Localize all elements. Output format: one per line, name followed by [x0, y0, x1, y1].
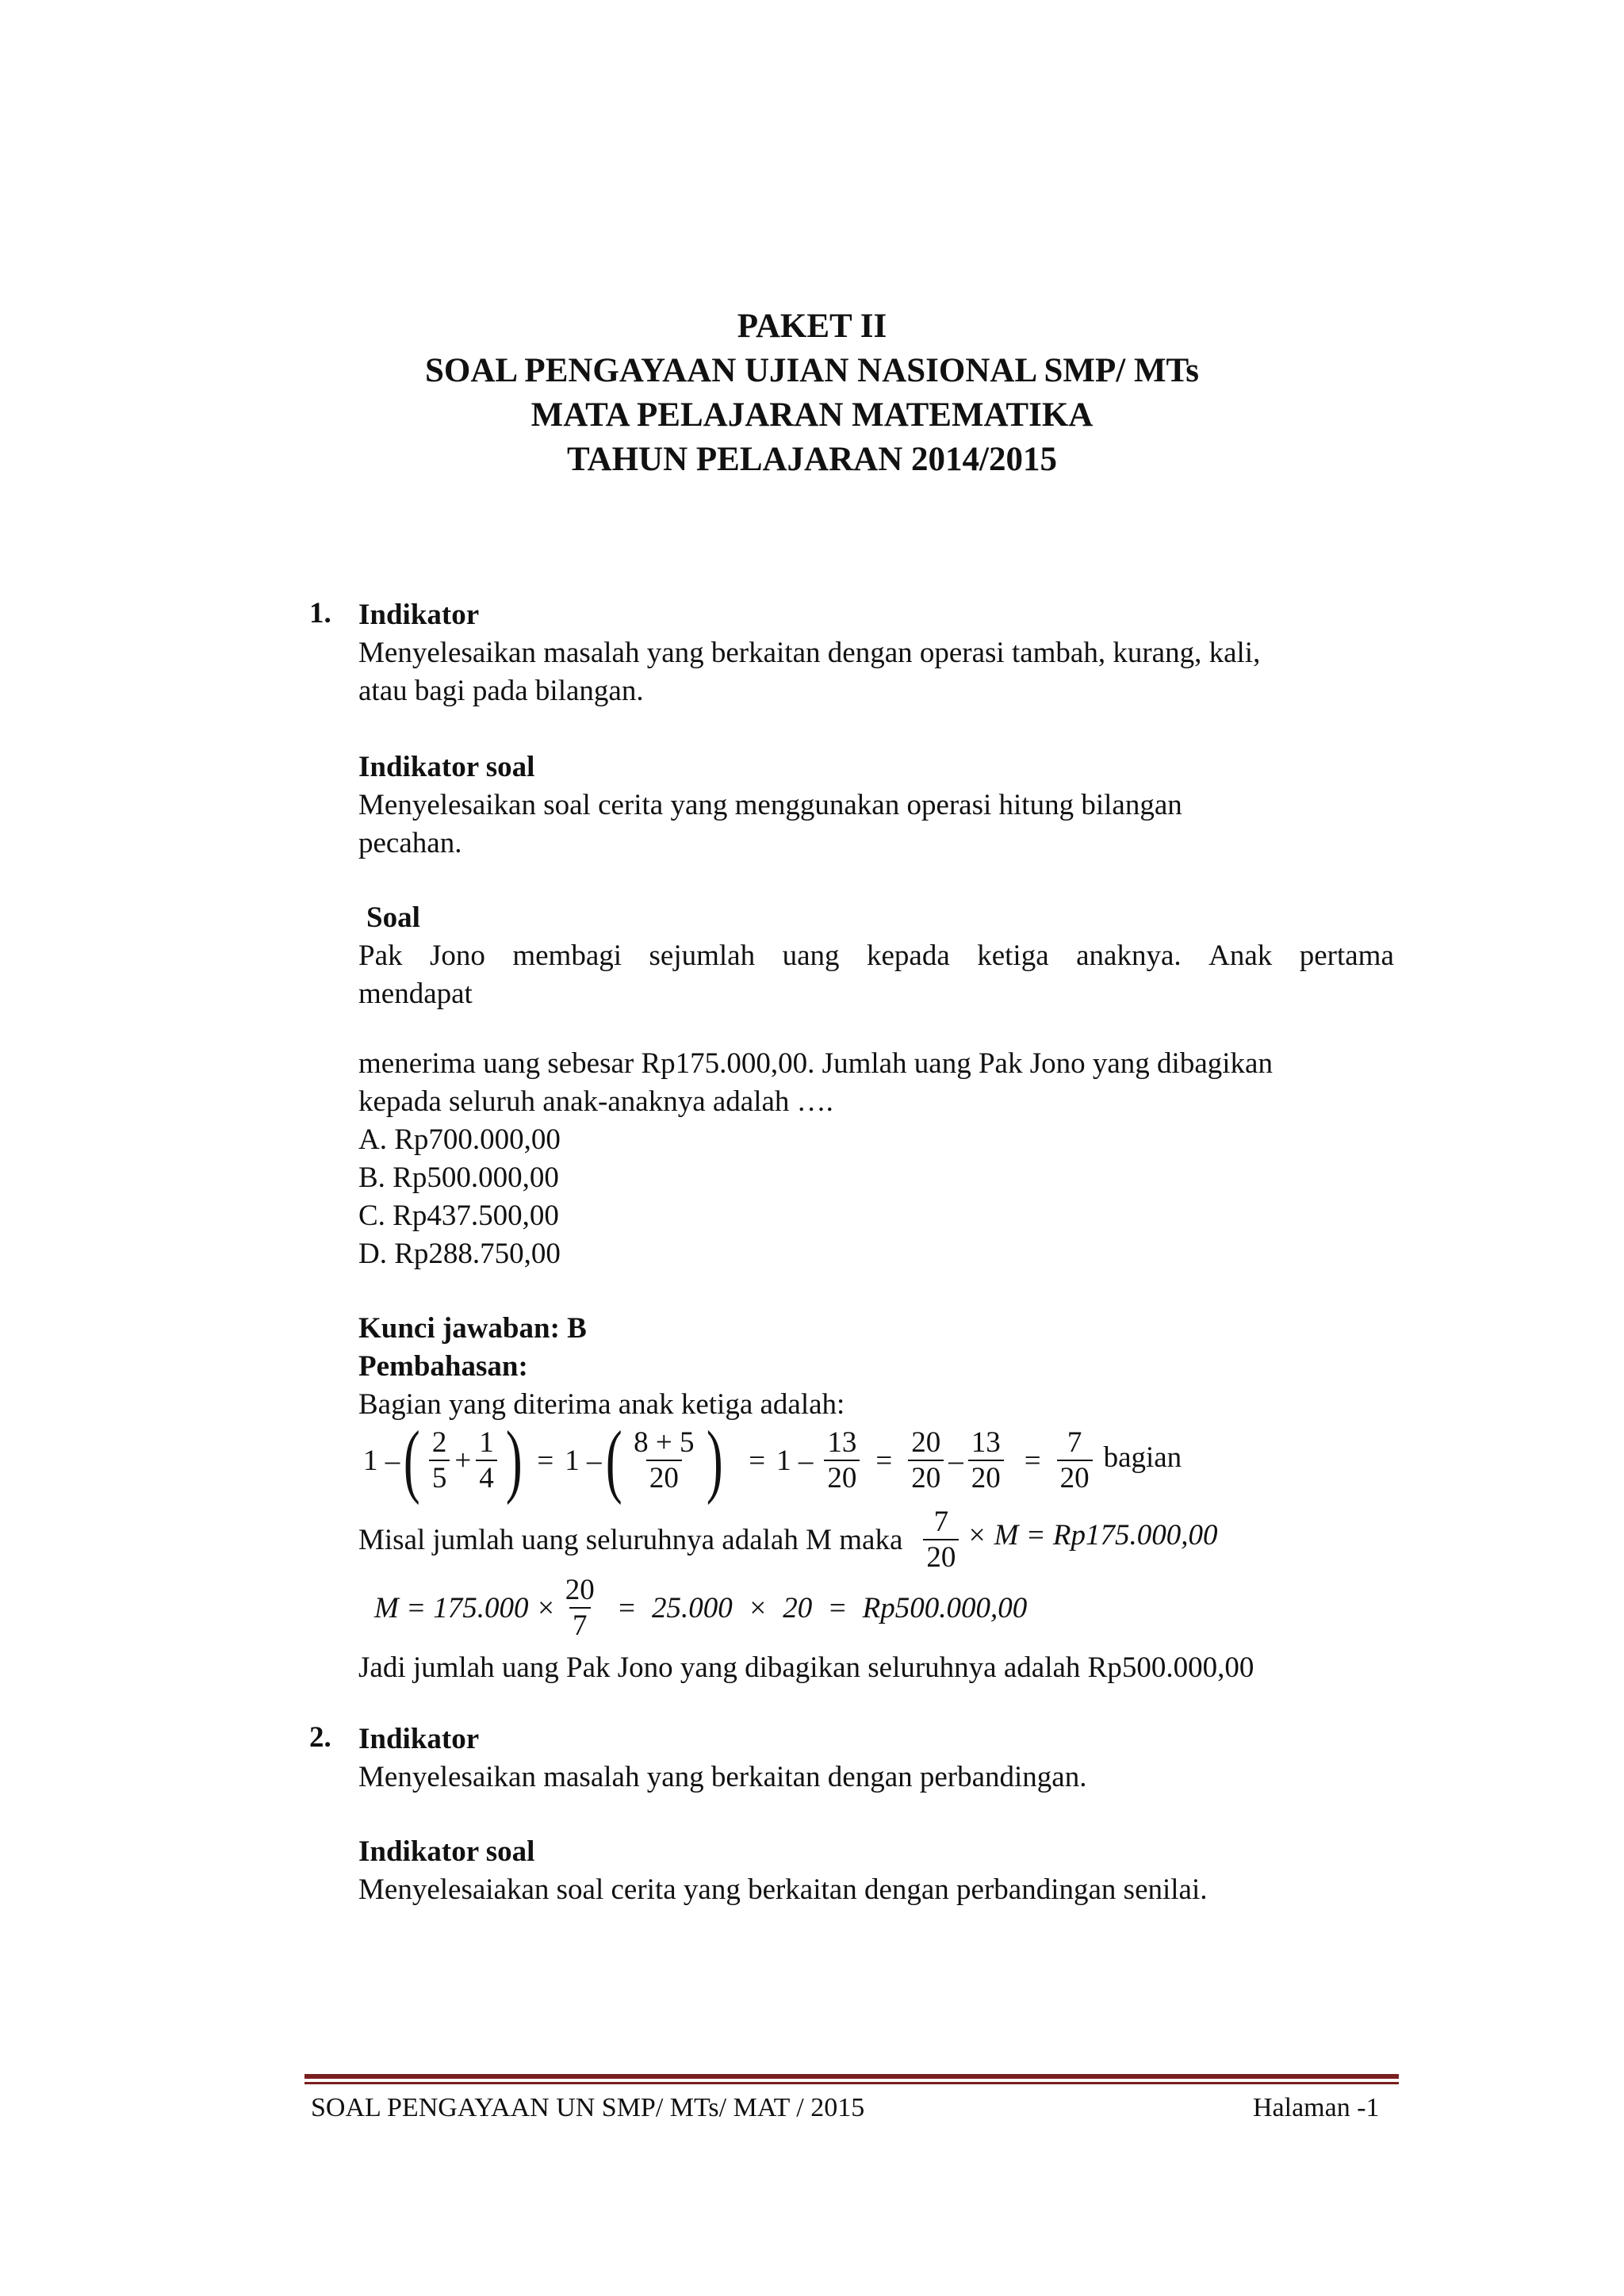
left-paren-icon: (: [404, 1414, 420, 1506]
q1-equation-2: [374, 1570, 1027, 1646]
word: membagi: [512, 939, 622, 972]
misal-frac-7-20: [923, 1507, 959, 1572]
eq1-equals-b: =: [749, 1444, 766, 1477]
q1-soal-line-3: [358, 1045, 1394, 1083]
footer-divider: [304, 2074, 1399, 2084]
footer-divider-thin: [304, 2082, 1399, 2084]
frac-num: 20: [565, 1574, 595, 1606]
frac-den: 7: [569, 1607, 591, 1640]
word: kepada: [866, 939, 950, 972]
word: uang: [782, 939, 840, 972]
title-line-4: TAHUN PELAJARAN 2014/2015: [567, 441, 1057, 478]
frac-num: 13: [827, 1426, 857, 1459]
q2-indikator-soal-heading: Indikator soal: [358, 1835, 535, 1868]
q2-indikator-heading: Indikator: [358, 1723, 480, 1755]
frac-num: 13: [971, 1426, 1001, 1459]
q1-conclusion: Jadi jumlah uang Pak Jono yang dibagikan seluruhnya adalah Rp500.000,00: [358, 1651, 1254, 1684]
option-d: D. Rp288.750,00: [358, 1238, 561, 1270]
left-paren-icon: (: [605, 1414, 622, 1506]
title-line-3: MATA PELAJARAN MATEMATIKA: [530, 396, 1094, 434]
q2-indikator-line-1: Menyelesaikan masalah yang berkaitan dengan perbandingan.: [358, 1761, 1087, 1793]
word: ketiga: [977, 939, 1049, 972]
misal-result: × M = Rp175.000,00: [967, 1518, 1218, 1552]
word: anaknya.: [1076, 939, 1182, 972]
eq2-right: = 25.000 × 20 = Rp500.000,00: [616, 1591, 1028, 1624]
option-b: B. Rp500.000,00: [358, 1161, 559, 1194]
q1-indikator-soal-heading: Indikator soal: [358, 751, 535, 783]
q1-soal-line-2-row: [358, 975, 1394, 1013]
eq1-minus: –: [948, 1444, 963, 1477]
frac-num: 7: [1067, 1426, 1082, 1459]
eq1-frac-7-20: [1057, 1428, 1093, 1493]
title-line-2: SOAL PENGAYAAN UJIAN NASIONAL SMP/ MTs: [424, 352, 1200, 389]
q1-pembahasan-heading: Pembahasan:: [358, 1350, 528, 1383]
eq2-left: M = 175.000 ×: [374, 1591, 556, 1624]
eq1-bagian: bagian: [1103, 1441, 1182, 1474]
footer-title: SOAL PENGAYAAN UN SMP/ MTs/ MAT / 2015: [311, 2093, 865, 2122]
frac-den: 20: [646, 1460, 682, 1493]
right-paren-icon: ): [505, 1414, 523, 1506]
q1-soal-line-4: kepada seluruh anak-anaknya adalah ….: [358, 1085, 833, 1118]
frac-num: 8 + 5: [634, 1426, 695, 1459]
q1-soal-line-3-text: [358, 1045, 1394, 1083]
word: pertama: [1299, 939, 1394, 972]
eq1-frac-1-4: [476, 1428, 497, 1493]
q1-options: [358, 1121, 561, 1273]
eq1-frac-20-20: [908, 1428, 944, 1493]
eq1-equals-c: =: [875, 1444, 893, 1477]
q1-indikator-heading: Indikator: [358, 599, 480, 631]
q2-indikator-soal-line-1: Menyelesaiakan soal cerita yang berkaitan dengan perbandingan senilai.: [358, 1873, 1208, 1906]
eq1-one-minus-a: 1 –: [363, 1444, 400, 1477]
q1-kunci-jawaban: Kunci jawaban: B: [358, 1312, 587, 1345]
frac-num: 20: [911, 1426, 941, 1459]
q1-indikator-line-1: Menyelesaikan masalah yang berkaitan dengan operasi tambah, kurang, kali,: [358, 637, 1261, 669]
q1-indikator-soal-text: [358, 786, 1182, 863]
question-1-number: 1.: [309, 597, 331, 629]
eq1-plus: +: [454, 1444, 472, 1477]
frac-den: 20: [908, 1460, 944, 1493]
q1-soal-line-3-span: menerima uang sebesar Rp175.000,00. Jumlah uang Pak Jono yang dibagikan: [358, 1047, 1273, 1080]
q1-indikator-soal-line-2: pecahan.: [358, 827, 462, 859]
word: sejumlah: [649, 939, 756, 972]
option-c: C. Rp437.500,00: [358, 1200, 559, 1232]
q1-indikator-text: [358, 634, 1260, 710]
q1-pembahasan-line-1: Bagian yang diterima anak ketiga adalah:: [358, 1388, 845, 1421]
word: Pak: [358, 939, 403, 972]
frac-den: 5: [429, 1460, 450, 1493]
footer-page-number: Halaman -1: [1253, 2093, 1380, 2122]
q1-soal-line-1-text: [358, 937, 1394, 975]
q1-misal-line: [358, 1503, 1218, 1576]
frac-den: 20: [824, 1460, 860, 1493]
word: Anak: [1208, 939, 1273, 972]
word: mendapat: [358, 978, 473, 1010]
title-line-1: PAKET II: [737, 308, 887, 345]
frac-den: 20: [968, 1460, 1004, 1493]
q1-equation-1: [363, 1414, 1182, 1506]
frac-num: 1: [479, 1426, 494, 1459]
q1-soal-line-1: [358, 937, 1394, 975]
misal-text: Misal jumlah uang seluruhnya adalah M maka: [358, 1523, 903, 1556]
eq1-frac-8plus5-20: [630, 1428, 697, 1493]
q1-indikator-line-2: atau bagi pada bilangan.: [358, 675, 644, 707]
right-paren-icon: ): [706, 1414, 723, 1506]
document-title: [0, 304, 1624, 482]
word: Jono: [429, 939, 485, 972]
eq1-equals-a: =: [537, 1444, 554, 1477]
frac-num: 7: [933, 1506, 949, 1538]
eq1-one-minus-c: 1 –: [776, 1444, 814, 1477]
question-2-number: 2.: [309, 1721, 331, 1754]
frac-den: 20: [923, 1539, 959, 1572]
eq2-frac-20-7: [562, 1575, 598, 1640]
frac-num: 2: [431, 1426, 447, 1459]
frac-den: 20: [1057, 1460, 1093, 1493]
q1-soal-line-2: [358, 975, 1394, 1013]
frac-den: 4: [476, 1460, 497, 1493]
eq1-frac-13-20-b: [968, 1428, 1004, 1493]
eq1-equals-d: =: [1024, 1444, 1041, 1477]
eq1-frac-13-20: [824, 1428, 860, 1493]
q1-soal-heading: Soal: [366, 901, 420, 934]
option-a: A. Rp700.000,00: [358, 1123, 561, 1156]
footer-divider-thick: [304, 2074, 1399, 2079]
eq1-one-minus-b: 1 –: [565, 1444, 602, 1477]
eq1-frac-2-5: [429, 1428, 450, 1493]
q1-indikator-soal-line-1: Menyelesaikan soal cerita yang menggunakan operasi hitung bilangan: [358, 789, 1182, 821]
